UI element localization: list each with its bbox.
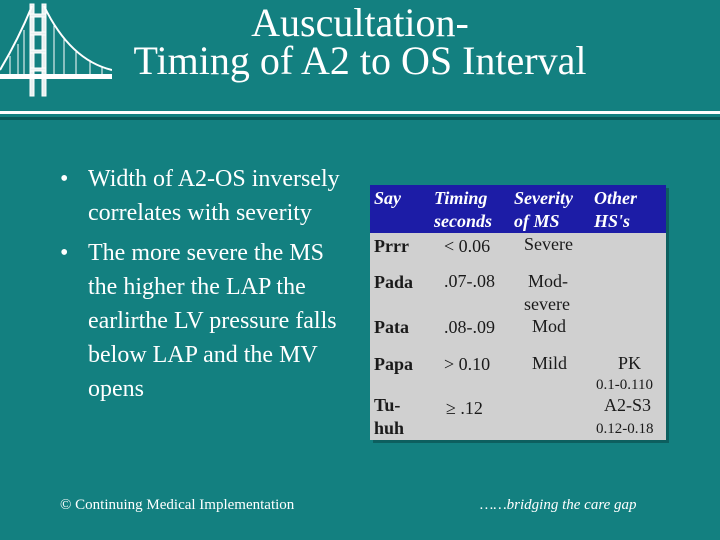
header-say: Say (374, 188, 401, 208)
table-cell-timing: .07-.08 (444, 271, 495, 291)
table-header (370, 185, 666, 233)
footer-tagline: ……bridging the care gap (480, 497, 637, 513)
slide-title (100, 0, 620, 83)
title-line-2: Timing of A2 to OS Interval (133, 38, 587, 83)
table-cell-timing: .08-.09 (444, 317, 495, 337)
table-cell-other-range: 0.12-0.18 (596, 421, 654, 437)
table-cell-severity: Mild (532, 353, 568, 373)
table-cell-other: A2-S3 (604, 395, 652, 415)
table-cell-timing: ≥ .12 (446, 398, 483, 418)
table-cell-say-cont: huh (374, 418, 405, 438)
table-cell-other-range: 0.1-0.110 (596, 377, 653, 393)
bullet-item (60, 236, 350, 406)
bullet-text: Width of A2-OS inversely correlates with severity (88, 166, 340, 226)
bullet-marker: • (60, 240, 69, 266)
header-timing-unit: seconds (434, 211, 492, 231)
table-cell-timing: < 0.06 (444, 236, 491, 256)
table-cell-other: PK (618, 353, 642, 373)
table-cell-severity: Severe (524, 234, 573, 254)
table-cell-severity-cont: severe (524, 294, 570, 314)
title-divider (0, 111, 720, 114)
title-line-1: Auscultation- (251, 0, 469, 45)
header-severity-sub: of MS (514, 211, 560, 231)
table-cell-say: Pada (374, 272, 414, 292)
table-cell-severity: Mod- (528, 271, 568, 291)
header-timing: Timing (434, 188, 488, 208)
title-divider-shadow (0, 117, 720, 120)
footer-copyright: © Continuing Medical Implementation (60, 497, 295, 513)
golden-gate-bridge-icon (0, 0, 112, 100)
bullet-item (60, 162, 350, 230)
bullet-list (60, 162, 350, 412)
table-cell-timing: > 0.10 (444, 354, 491, 374)
table-cell-say: Pata (374, 317, 409, 337)
table-cell-say: Papa (374, 354, 414, 374)
header-other-sub: HS's (594, 211, 631, 231)
bullet-text: The more severe the MS the higher the LAP the earlirthe LV pressure falls below LAP and the MV opens (88, 240, 337, 402)
table-cell-say: Tu- (374, 395, 401, 415)
bullet-marker: • (60, 166, 69, 192)
timing-table (370, 185, 666, 440)
header-other: Other (594, 188, 638, 208)
header-severity: Severity (514, 188, 573, 208)
table-cell-severity: Mod (532, 316, 567, 336)
table-cell-say: Prrr (374, 236, 409, 256)
